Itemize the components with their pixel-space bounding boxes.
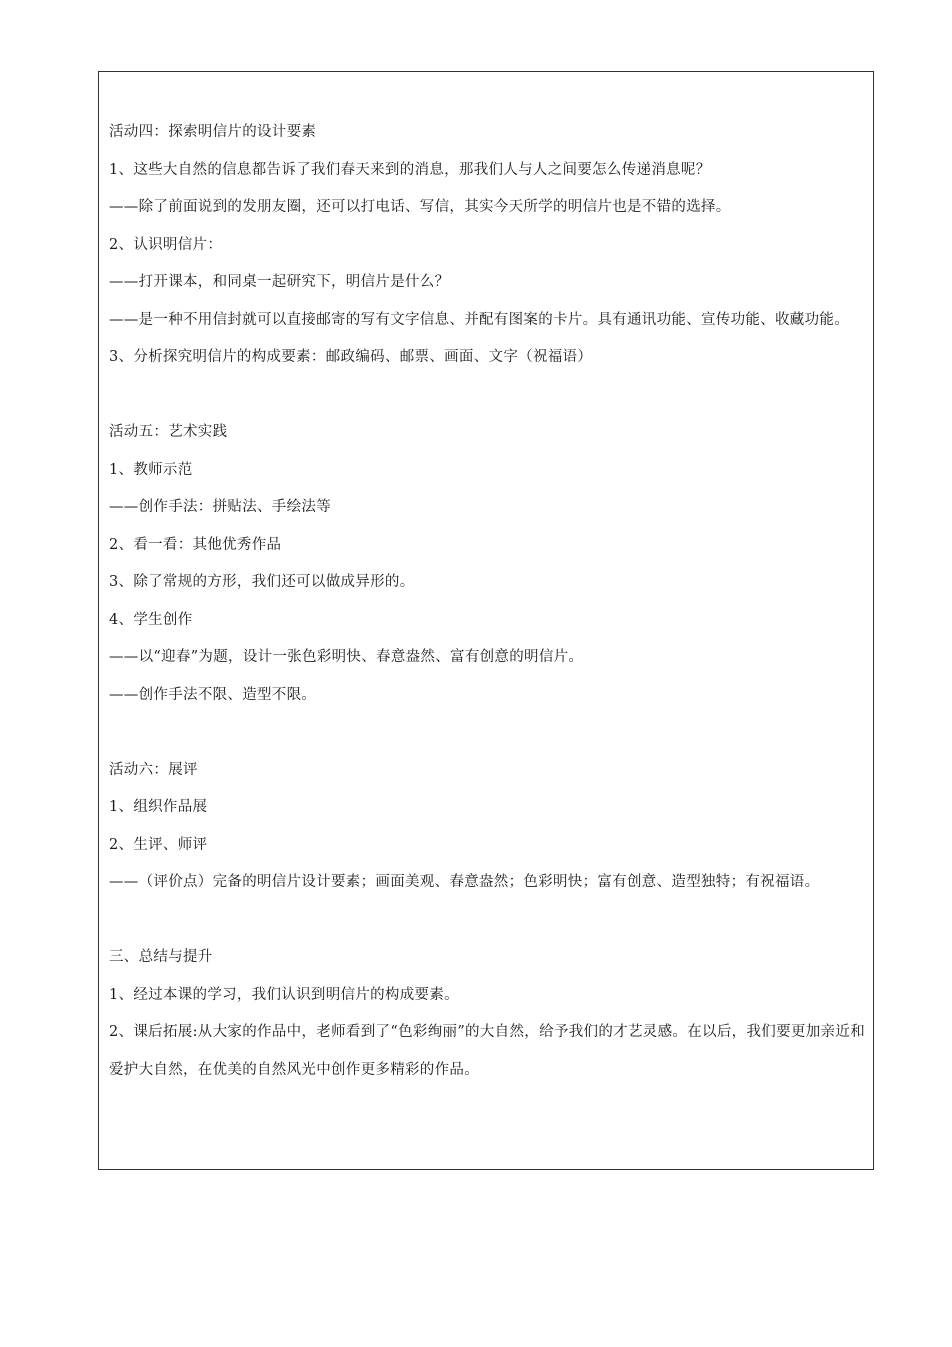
summary-line-1: 1、经过本课的学习，我们认识到明信片的构成要素。 [109, 986, 459, 1003]
activity6-title: 活动六：展评 [109, 761, 198, 778]
activity5-line-3: 2、看一看：其他优秀作品 [109, 536, 282, 553]
activity4-line-5: ——是一种不用信封就可以直接邮寄的写有文字信息、并配有图案的卡片。具有通讯功能、宣传功能、收藏功能。 [109, 311, 849, 328]
activity4-line-1: 1、这些大自然的信息都告诉了我们春天来到的消息，那我们人与人之间要怎么传递消息呢？ [109, 161, 711, 178]
spacer [109, 714, 865, 752]
activity5-line-2: ——创作手法：拼贴法、手绘法等 [109, 499, 331, 515]
lesson-plan-table-cell [98, 71, 874, 1170]
activity5-line-1: 1、教师示范 [109, 461, 193, 478]
activity4-line-6: 3、分析探究明信片的构成要素：邮政编码、邮票、画面、文字（祝福语） [109, 349, 593, 365]
activity6-line-2: 2、生评、师评 [109, 836, 208, 853]
activity4-line-2: ——除了前面说到的发朋友圈，还可以打电话、写信，其实今天所学的明信片也是不错的选择。 [109, 199, 731, 215]
activity4-line-3: 2、认识明信片： [109, 236, 223, 253]
activity5-line-7: ——创作手法不限、造型不限。 [109, 686, 317, 703]
activity5-line-4: 3、除了常规的方形，我们还可以做成异形的。 [109, 574, 415, 590]
activity6-line-1: 1、组织作品展 [109, 799, 208, 815]
spacer [109, 902, 865, 940]
activity6-line-3: ——（评价点）完备的明信片设计要素；画面美观、春意盎然；色彩明快；富有创意、造型独特；有祝福语。 [109, 874, 820, 890]
activity4-line-4: ——打开课本，和同桌一起研究下，明信片是什么？ [109, 274, 450, 290]
summary-line-2: 2、课后拓展:从大家的作品中，老师看到了“色彩绚丽”的大自然，给予我们的才艺灵感。在以后，我们要更加亲近和爱护大自然，在优美的自然风光中创作更多精彩的作品。 [109, 1024, 865, 1078]
summary-title: 三、总结与提升 [109, 949, 213, 965]
activity4-title: 活动四：探索明信片的设计要素 [109, 124, 317, 140]
activity5-title: 活动五：艺术实践 [109, 424, 228, 440]
spacer [109, 377, 865, 415]
activity5-line-6: ——以“迎春”为题，设计一张色彩明快、春意盎然、富有创意的明信片。 [109, 649, 584, 665]
lesson-content [109, 114, 865, 1089]
activity5-line-5: 4、学生创作 [109, 611, 193, 628]
